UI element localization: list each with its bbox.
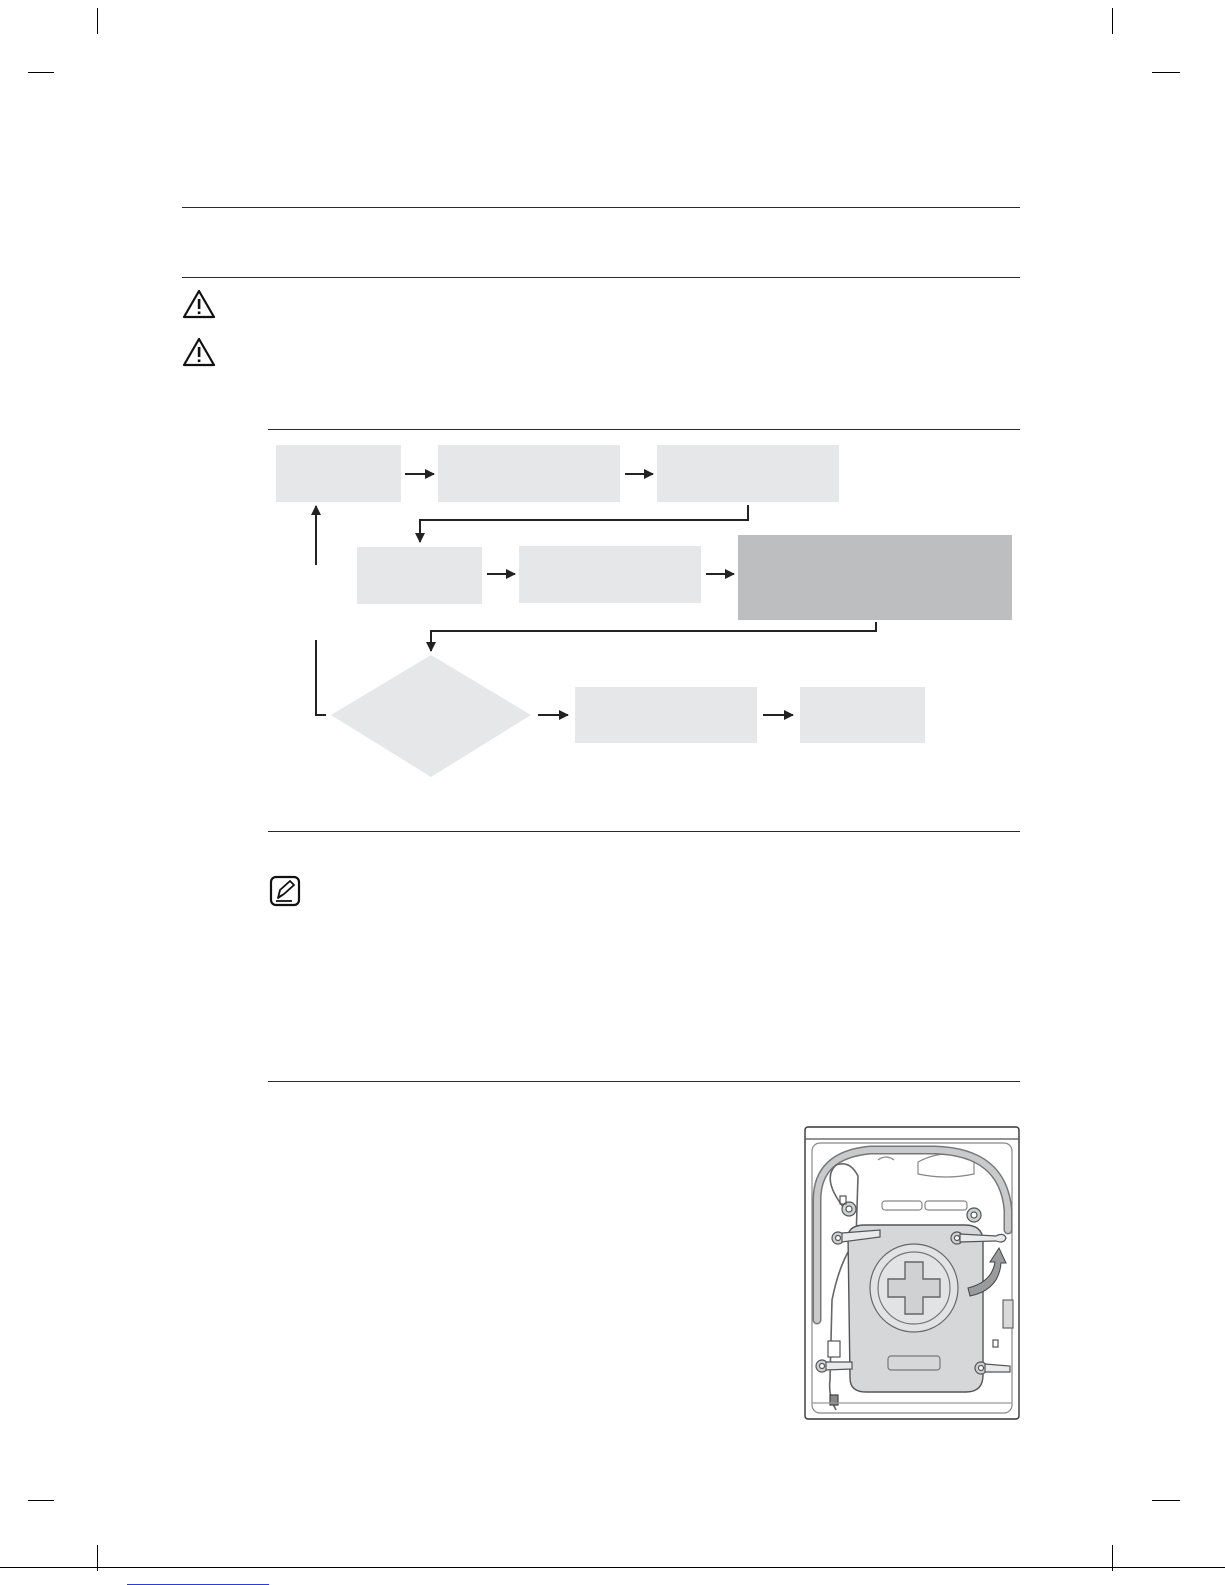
flow-step-8 — [800, 687, 925, 743]
flow-step-6-highlight — [738, 535, 1012, 620]
flow-step-3 — [657, 445, 839, 502]
note-pencil-icon — [271, 877, 299, 905]
flow-step-5 — [519, 546, 701, 603]
crop-mark — [1112, 8, 1113, 34]
crop-mark — [28, 72, 54, 73]
header-bottom-rule — [182, 277, 1020, 278]
warning-triangle-icon — [184, 339, 214, 365]
crop-mark — [28, 1500, 54, 1501]
crop-mark — [97, 8, 98, 34]
flow-step-1 — [276, 445, 401, 502]
header-top-rule — [182, 207, 1020, 208]
flow-step-7 — [575, 687, 757, 743]
warning-triangle-icon — [184, 291, 214, 317]
crop-mark — [1152, 72, 1180, 73]
decision-diamond — [331, 655, 531, 777]
arrow-step6-to-decision — [431, 622, 876, 651]
notes-bottom-rule — [268, 1081, 1020, 1082]
flowchart-top-rule — [268, 429, 1020, 430]
footer-baseline — [0, 1567, 1225, 1568]
washing-machine-rear-illustration — [805, 1127, 1019, 1419]
arrow-step3-to-step4 — [420, 505, 748, 542]
flow-step-2 — [438, 445, 620, 502]
loop-back-line — [316, 640, 326, 715]
flow-step-4 — [357, 547, 482, 604]
flowchart-bottom-rule — [268, 831, 1020, 832]
curved-arrow-icon — [968, 1248, 1006, 1296]
crop-mark — [1152, 1500, 1180, 1501]
